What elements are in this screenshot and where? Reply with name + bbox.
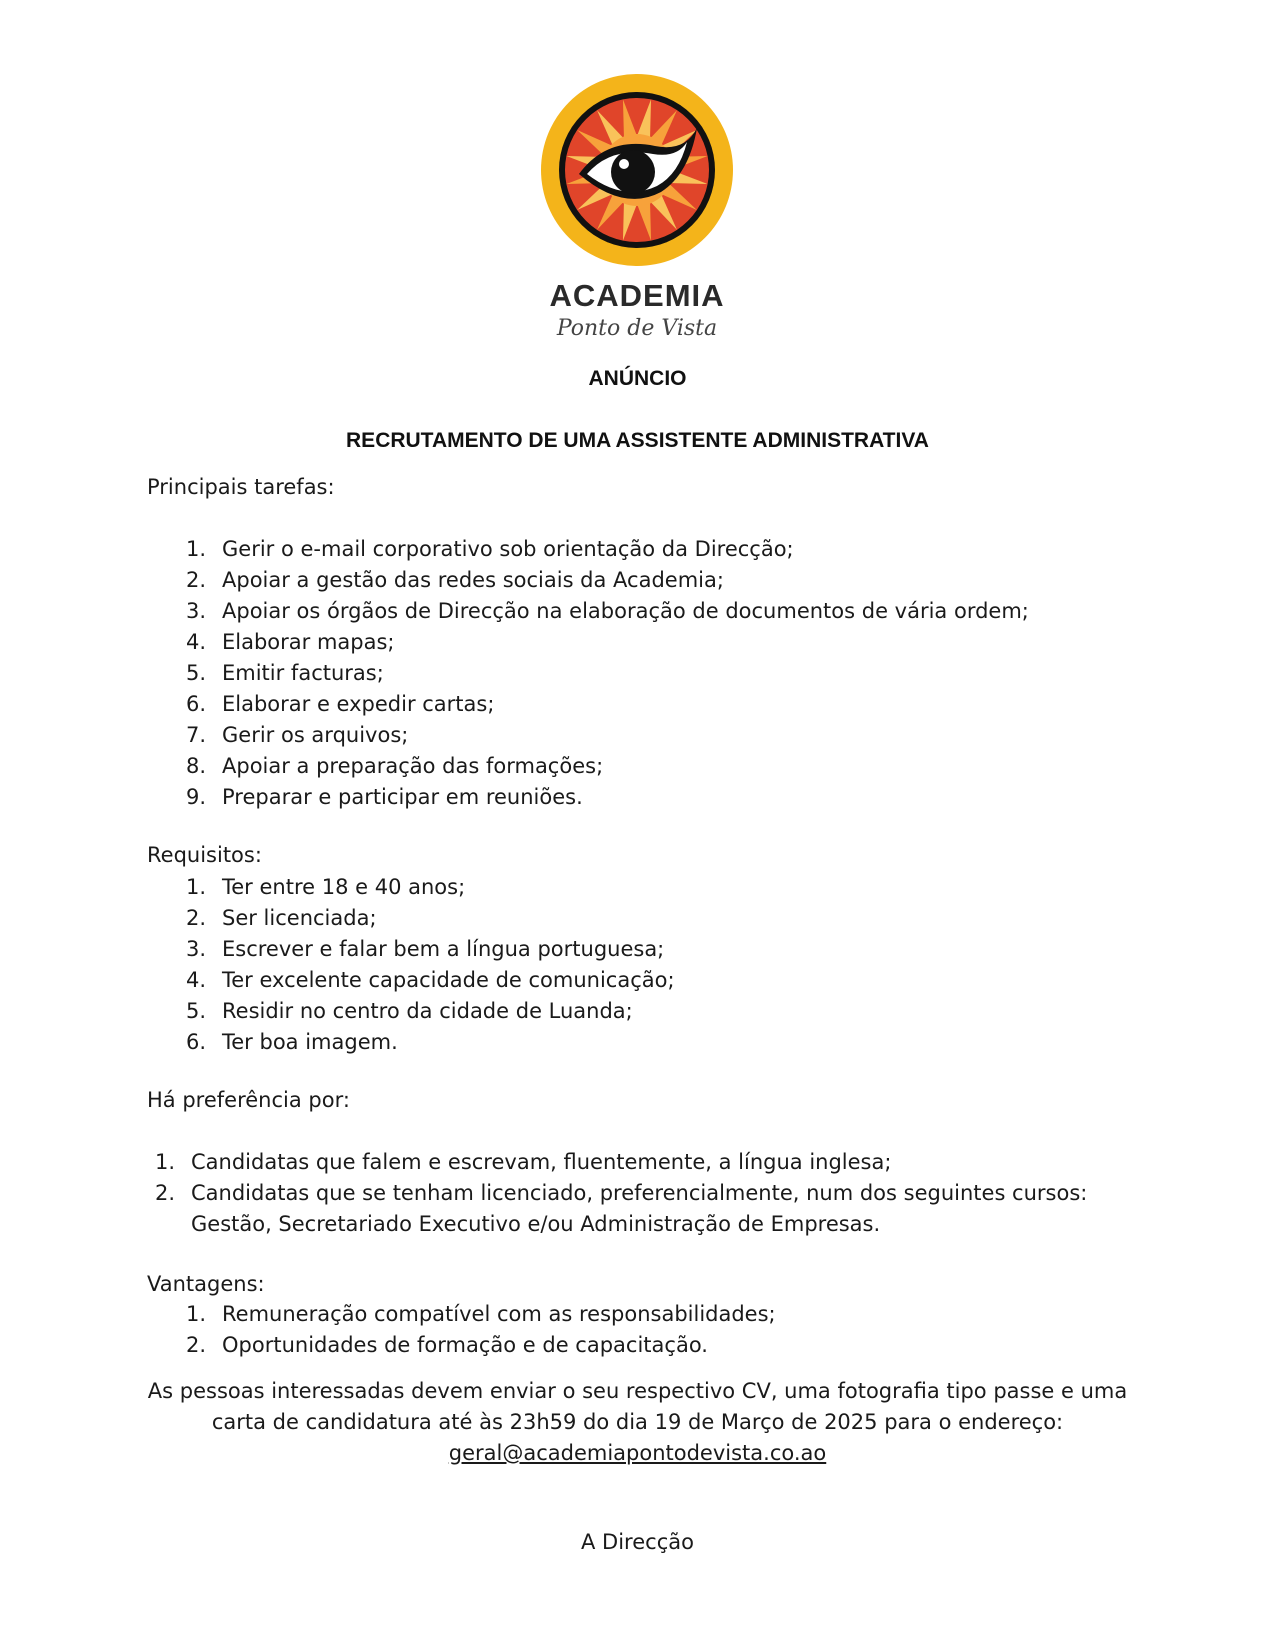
contact-email-link[interactable]: geral@academiapontodevista.co.ao <box>448 1441 827 1465</box>
list-item: 2. Ser licenciada; <box>185 906 377 930</box>
list-item: 3. Escrever e falar bem a língua portuguesa; <box>185 937 665 961</box>
requirements-list <box>184 872 675 1058</box>
list-item: 5. Emitir facturas; <box>185 661 384 685</box>
benefits-list <box>184 1299 776 1361</box>
list-item: 1. Gerir o e-mail corporativo sob orientação da Direcção; <box>185 537 794 561</box>
list-item: 8. Apoiar a preparação das formações; <box>185 754 604 778</box>
logo-subtitle: Ponto de Vista <box>556 316 718 341</box>
list-item: 2. Oportunidades de formação e de capacitação. <box>185 1333 708 1357</box>
list-item: 6. Elaborar e expedir cartas; <box>185 692 495 716</box>
signature: A Direcção <box>581 1530 694 1554</box>
preference-list <box>153 1147 1113 1240</box>
preference-label: Há preferência por: <box>147 1088 350 1112</box>
document-title: RECRUTAMENTO DE UMA ASSISTENTE ADMINISTRATIVA <box>346 429 929 452</box>
list-item: 4. Elaborar mapas; <box>185 630 395 654</box>
list-item: 9. Preparar e participar em reuniões. <box>185 785 583 809</box>
tasks-list <box>184 534 1029 813</box>
list-item: 4. Ter excelente capacidade de comunicação; <box>185 968 675 992</box>
list-item: 1. Candidatas que falem e escrevam, fluentemente, a língua inglesa; <box>154 1150 892 1174</box>
closing-paragraph <box>140 1376 1135 1469</box>
eye-in-sunburst-circle-icon <box>537 70 737 270</box>
closing-text: As pessoas interessadas devem enviar o seu respectivo CV, uma fotografia tipo passe e uma carta de candidatura até às 23h59 do dia 19 de Março de 2025 para o endereço: <box>147 1379 1128 1434</box>
list-item: 1. Ter entre 18 e 40 anos; <box>185 875 466 899</box>
list-item: 6. Ter boa imagem. <box>185 1030 398 1054</box>
list-item: 7. Gerir os arquivos; <box>185 723 409 747</box>
document-heading: ANÚNCIO <box>588 367 687 390</box>
list-item: 2. Candidatas que se tenham licenciado, preferencialmente, num dos seguintes cursos: Gestão, Secretariado Executivo e/ou Administração de Empresas. <box>154 1181 1088 1236</box>
list-item: 2. Apoiar a gestão das redes sociais da Academia; <box>185 568 724 592</box>
logo-wordmark: ACADEMIA <box>549 278 725 313</box>
list-item: 1. Remuneração compatível com as responsabilidades; <box>185 1302 776 1326</box>
benefits-label: Vantagens: <box>147 1272 265 1296</box>
list-item: 3. Apoiar os órgãos de Direcção na elaboração de documentos de vária ordem; <box>185 599 1029 623</box>
list-item: 5. Residir no centro da cidade de Luanda; <box>185 999 633 1023</box>
requirements-label: Requisitos: <box>147 843 262 867</box>
tasks-label: Principais tarefas: <box>147 475 335 499</box>
